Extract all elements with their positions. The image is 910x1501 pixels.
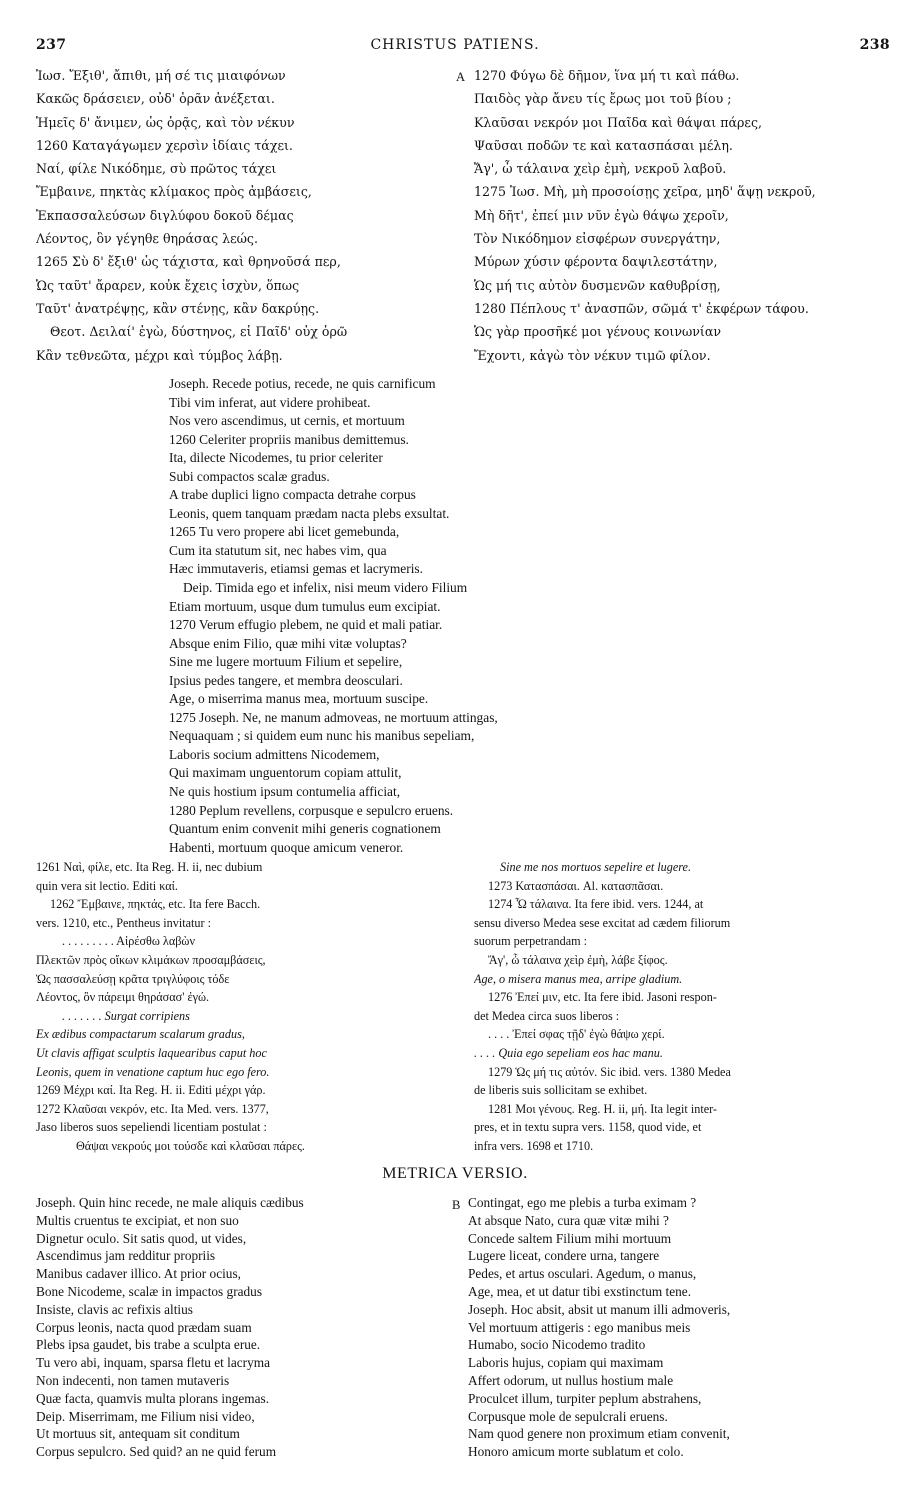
greek-text-right-column-line: Μὴ δῆτ', ἐπεί μιν νῦν ἐγὼ θάψω χεροῖν, [474, 207, 729, 223]
greek-text-right-column-line: Παιδὸς γὰρ ἄνευ τίς ἔρως μοι τοῦ βίου ; [474, 91, 732, 107]
notes-right-column-line: suorum perpetrandam : [474, 934, 588, 949]
metrica-versio-left-column-line: Bone Nicodeme, scalæ in impactos gradus [36, 1283, 262, 1299]
greek-text-right-column-line: Ὡς μή τις αὐτὸν δυσμενῶν καθυβρίσῃ, [474, 277, 721, 293]
notes-left-column-line: Jaso liberos suos sepeliendi licentiam postulat : [36, 1120, 267, 1135]
greek-text-right-column-line: Μύρων χύσιν φέροντα δαψιλεστάτην, [474, 254, 718, 270]
latin-translation-line: Ipsius pedes tangere, et membra deosculari. [169, 672, 403, 688]
greek-text-right-column [474, 64, 894, 367]
margin-marker-a: A [456, 70, 466, 84]
page-number-right: 238 [859, 37, 890, 53]
greek-text-left-column-line: 1260 Καταγάγωμεν χερσὶν ἰδίαις τάχει. [36, 137, 293, 153]
metrica-versio-left-column-line: Corpus sepulcro. Sed quid? an ne quid ferum [36, 1444, 277, 1460]
metrica-versio-right-column-line: Affert odorum, ut nullus hostium male [468, 1372, 674, 1388]
notes-right-column-line: 1279 Ὡς μή τις αὐτόν. Sic ibid. vers. 1380 Medea [488, 1064, 731, 1079]
latin-translation [169, 375, 789, 857]
notes-right-column [474, 858, 894, 1156]
latin-translation-line: 1275 Joseph. Ne, ne manum admoveas, ne mortuum attingas, [169, 709, 498, 725]
greek-text-right-column-line: 1275 Ἰωσ. Μὴ, μὴ προσοίσῃς χεῖρα, μηδ' ἅψῃ νεκροῦ, [474, 184, 816, 200]
greek-text-right-column-line: Ἔχοντι, κἀγὼ τὸν νέκυν τιμῶ φίλον. [474, 347, 711, 363]
notes-right-column-line: sensu diverso Medea sese excitat ad cædem filiorum [474, 915, 731, 930]
latin-translation-line: Joseph. Recede potius, recede, ne quis carnificum [169, 376, 436, 391]
metrica-versio-left-column-line: Quæ facta, quamvis multa plorans ingemas. [36, 1390, 270, 1406]
metrica-versio-left-column-line: Joseph. Quin hinc recede, ne male aliquis cædibus [36, 1195, 304, 1210]
metrica-versio-left-column [36, 1194, 448, 1461]
greek-text-left-column-line: Κἂν τεθνεῶτα, μέχρι καὶ τύμβος λάβῃ. [36, 347, 283, 363]
notes-left-column-line: Ex ædibus compactarum scalarum gradus, [36, 1027, 245, 1042]
latin-translation-line: 1280 Peplum revellens, corpusque e sepulcro eruens. [169, 802, 454, 818]
latin-translation-line: Etiam mortuum, usque dum tumulus eum excipiat. [169, 598, 441, 614]
notes-left-column-line: . . . . . . . . . Αἱρέσθω λαβὼν [62, 934, 195, 949]
latin-translation-line: Hæc immutaveris, etiamsi gemas et lacrymeris. [169, 561, 423, 577]
metrica-versio-left-column-line: Insiste, clavis ac refixis altius [36, 1301, 193, 1317]
notes-left-column-line: . . . . . . . Surgat corripiens [62, 1008, 190, 1023]
latin-translation-line: Laboris socium admittens Nicodemem, [169, 746, 380, 762]
notes-right-column-line: . . . . Ἐπεί σφας τῇδ' ἐγὼ θάψω χερί. [488, 1027, 665, 1042]
latin-translation-line: Absque enim Filio, quæ mihi vitæ voluptas? [169, 635, 407, 651]
notes-right-column-line: 1281 Μοι γένους. Reg. H. ii, μή. Ita legit inter- [488, 1101, 717, 1116]
metrica-versio-left-column-line: Ascendimus jam redditur propriis [36, 1248, 216, 1264]
greek-text-left-column-line: Κακῶς δράσειεν, οὐδ' ὁρᾶν ἀνέξεται. [36, 91, 275, 107]
notes-left-column-line: Ut clavis affigat sculptis laquearibus caput hoc [36, 1045, 267, 1060]
latin-translation-line: Ne quis hostium ipsum contumelia afficiat, [169, 784, 401, 800]
latin-translation-line: Ita, dilecte Nicodemes, tu prior celeriter [169, 450, 383, 466]
greek-text-left-column-line: Λέοντος, ὃν γέγηθε θηράσας λεώς. [36, 231, 258, 247]
latin-translation-line: Nos vero ascendimus, ut cernis, et mortuum [169, 413, 405, 429]
greek-text-left-column-line: Ταῦτ' ἀνατρέψῃς, κἂν στένῃς, κἂν δακρύῃς. [36, 300, 320, 316]
notes-right-column-line: Sine me nos mortuos sepelire et lugere. [500, 860, 692, 874]
metrica-versio-left-column-line: Ut mortuus sit, antequam sit conditum [36, 1426, 240, 1442]
notes-left-column-line: Leonis, quem in venatione captum huc ego fero. [36, 1064, 270, 1079]
greek-text-left-column-line: Ἐκπασσαλεύσων διγλύφου δοκοῦ δέμας [36, 207, 294, 223]
notes-right-column-line: det Medea circa suos liberos : [474, 1008, 620, 1023]
margin-marker-b: B [452, 1198, 461, 1212]
metrica-versio-right-column-line: Lugere liceat, condere urna, tangere [468, 1248, 660, 1264]
metrica-versio-right-column-line: Vel mortuum attigeris : ego manibus meis [468, 1319, 691, 1335]
greek-text-right-column-line: Ὡς γὰρ προσῆκέ μοι γένους κοινωνίαν [474, 324, 722, 340]
latin-translation-line: 1260 Celeriter propriis manibus demittemus. [169, 431, 409, 447]
latin-translation-line: Nequaquam ; si quidem eum nunc his manibus sepeliam, [169, 728, 475, 744]
notes-left-column-line: Ὡς πασσαλεύσῃ κρᾶτα τριγλύφοις τόδε [36, 971, 230, 986]
running-title: CHRISTUS PATIENS. [370, 37, 540, 53]
metrica-versio-right-column-line: Age, mea, et ut datur tibi exstinctum tene. [468, 1283, 692, 1299]
latin-translation-line: A trabe duplici ligno compacta detrahe corpus [169, 487, 416, 503]
notes-left-column-line: Λέοντος, ὃν πάρειμι θηράσασ' ἐγώ. [36, 990, 210, 1005]
metrica-versio-left-column-line: Deip. Miserrimam, me Filium nisi video, [36, 1408, 255, 1424]
latin-translation-line: Qui maximam unguentorum copiam attulit, [169, 765, 402, 781]
latin-translation-line: Cum ita statutum sit, nec habes vim, qua [169, 542, 387, 558]
notes-right-column-line: infra vers. 1698 et 1710. [474, 1138, 594, 1153]
greek-text-left-column-line: Ἔμβαινε, πηκτὰς κλίμακος πρὸς ἀμβάσεις, [36, 184, 312, 200]
notes-left-column-line: 1269 Μέχρι καί. Ita Reg. H. ii. Editi μέχρι γάρ. [36, 1083, 266, 1098]
metrica-versio-right-column-line: Concede saltem Filium mihi mortuum [468, 1230, 672, 1246]
metrica-versio-right-column-line: Laboris hujus, copiam qui maximam [468, 1355, 664, 1371]
notes-left-column-line: Θάψαι νεκρούς μοι τούσδε καὶ κλαῦσαι πάρες. [76, 1138, 305, 1153]
greek-text-left-column-line: Ἰωσ. Ἔξιθ', ἄπιθι, μή σέ τις μιαιφόνων [36, 68, 286, 83]
metrica-versio-right-column-line: Corpusque mole de sepulcrali eruens. [468, 1408, 668, 1424]
metrica-versio-right-column-line: Contingat, ego me plebis a turba eximam ? [468, 1195, 697, 1210]
notes-left-column-line: quin vera sit lectio. Editi καί. [36, 878, 178, 893]
notes-left-column-line: Πλεκτῶν πρὸς οἴκων κλιμάκων προσαμβάσεις, [36, 952, 266, 967]
latin-translation-line: Sine me lugere mortuum Filium et sepelire, [169, 654, 403, 670]
notes-left-column-line: 1262 Ἔμβαινε, πηκτάς, etc. Ita fere Bacch. [50, 897, 261, 912]
notes-right-column-line: 1276 Ἐπεί μιν, etc. Ita fere ibid. Jasoni respon- [488, 990, 717, 1005]
greek-text-left-column-line: Ναί, φίλε Νικόδημε, σὺ πρῶτος τάχει [36, 161, 277, 177]
latin-translation-line: Habenti, mortuum quoque amicum veneror. [169, 839, 404, 855]
latin-translation-line: Quantum enim convenit mihi generis cognationem [169, 821, 441, 837]
metrica-versio-left-column-line: Plebs ipsa gaudet, bis trabe a sculpta erue. [36, 1337, 261, 1353]
metrica-versio-left-column-line: Dignetur oculo. Sit satis quod, ut vides, [36, 1230, 247, 1246]
latin-translation-line: Age, o miserrima manus mea, mortuum suscipe. [169, 691, 429, 707]
greek-text-left-column-line: Ἡμεῖς δ' ἄνιμεν, ὡς ὁρᾷς, καὶ τὸν νέκυν [36, 114, 295, 130]
greek-text-right-column-line: Ἄγ', ὦ τάλαινα χεὶρ ἐμὴ, νεκροῦ λαβοῦ. [474, 161, 727, 177]
metrica-versio-right-column-line: Pedes, et artus osculari. Agedum, o manus, [468, 1266, 697, 1282]
greek-text-left-column-line: 1265 Σὺ δ' ἔξιθ' ὡς τάχιστα, καὶ θρηνοῦσά περ, [36, 254, 341, 270]
greek-text-left-column [36, 64, 448, 367]
latin-translation-line: Leonis, quem tanquam prædam nacta plebs exsultat. [169, 505, 450, 521]
metrica-versio-right-column-line: At absque Nato, cura quæ vitæ mihi ? [468, 1212, 669, 1228]
notes-left-column-line: 1272 Κλαῦσαι νεκρόν, etc. Ita Med. vers. 1377, [36, 1101, 269, 1116]
metrica-versio-left-column-line: Non indecenti, non tamen mutaveris [36, 1372, 230, 1388]
metrica-versio-left-column-line: Corpus leonis, nacta quod prædam suam [36, 1319, 252, 1335]
metrica-versio-right-column-line: Humabo, socio Nicodemo tradito [468, 1337, 646, 1353]
greek-text-left-column-line: Θεοτ. Δειλαί' ἐγὼ, δύστηνος, εἰ Παῖδ' οὐχ ὁρῶ [50, 324, 348, 340]
greek-text-right-column-line: Κλαῦσαι νεκρόν μοι Παῖδα καὶ θάψαι πάρες, [474, 114, 763, 130]
notes-right-column-line: . . . . Quia ego sepeliam eos hac manu. [474, 1045, 663, 1060]
notes-right-column-line: 1273 Κατασπάσαι. Al. κατασπᾶσαι. [488, 878, 664, 893]
latin-translation-line: Tibi vim inferat, aut videre prohibeat. [169, 394, 371, 410]
greek-text-right-column-line: 1280 Πέπλους τ' ἀνασπῶν, σῶμά τ' ἐκφέρων τάφου. [474, 300, 809, 316]
latin-translation-line: 1265 Tu vero propere abi licet gemebunda, [169, 524, 400, 540]
latin-translation-line: 1270 Verum effugio plebem, ne quid et mali patiar. [169, 617, 443, 633]
notes-right-column-line: Age, o misera manus mea, arripe gladium. [474, 971, 683, 986]
notes-left-column [36, 858, 448, 1156]
notes-right-column-line: 1274 Ὦ τάλαινα. Ita fere ibid. vers. 1244, at [488, 897, 704, 912]
metrica-versio-right-column-line: Joseph. Hoc absit, absit ut manum illi admoveris, [468, 1301, 731, 1317]
notes-left-column-line: 1261 Ναὶ, φίλε, etc. Ita Reg. H. ii, nec dubium [36, 860, 263, 874]
notes-right-column-line: de liberis suis sollicitam se exhibet. [474, 1083, 648, 1098]
page-number-left: 237 [36, 37, 67, 53]
metrica-versio-right-column-line: Proculcet illum, turpiter peplum abstrahens, [468, 1390, 702, 1406]
metrica-versio-right-column-line: Nam quod genere non proximum etiam convenit, [468, 1426, 730, 1442]
greek-text-left-column-line: Ὡς ταῦτ' ἄραρεν, κοὐκ ἔχεις ἰσχὺν, ὅπως [36, 277, 300, 293]
latin-translation-line: Subi compactos scalæ gradus. [169, 468, 330, 484]
metrica-versio-right-column [468, 1194, 894, 1461]
metrica-versio-left-column-line: Tu vero abi, inquam, sparsa fletu et lacryma [36, 1355, 270, 1371]
notes-right-column-line: Ἄγ', ὦ τάλαινα χεὶρ ἐμὴ, λάβε ξίφος. [488, 952, 668, 967]
notes-right-column-line: pres, et in textu supra vers. 1158, quod vide, et [474, 1120, 702, 1135]
greek-text-right-column-line: Τὸν Νικόδημον εἰσφέρων συνεργάτην, [474, 231, 721, 247]
metrica-versio-heading: METRICA VERSIO. [382, 1165, 528, 1182]
metrica-versio-left-column-line: Multis cruentus te excipiat, et non suo [36, 1212, 239, 1228]
metrica-versio-left-column-line: Manibus cadaver illico. At prior ocius, [36, 1266, 241, 1282]
metrica-versio-right-column-line: Honoro amicum morte sublatum et colo. [468, 1444, 684, 1460]
latin-translation-line: Deip. Timida ego et infelix, nisi meum videro Filium [183, 580, 468, 596]
greek-text-right-column-line: Ψαῦσαι ποδῶν τε καὶ κατασπάσαι μέλη. [474, 137, 733, 153]
greek-text-right-column-line: 1270 Φύγω δὲ δῆμον, ἵνα μή τι καὶ πάθω. [474, 68, 740, 83]
notes-left-column-line: vers. 1210, etc., Pentheus invitatur : [36, 915, 211, 930]
